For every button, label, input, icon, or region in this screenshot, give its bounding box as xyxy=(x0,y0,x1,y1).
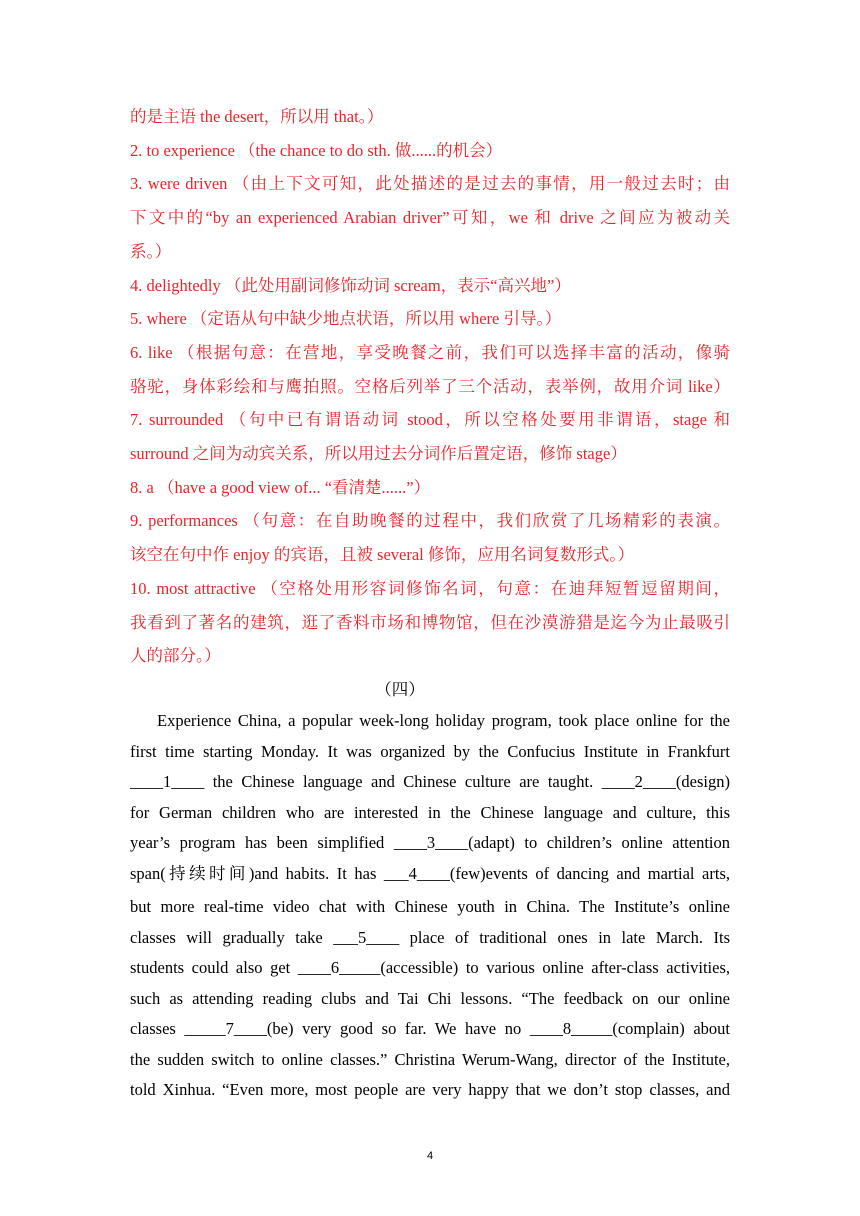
answer-line: 的是主语 the desert，所以用 that。） xyxy=(130,107,384,126)
passage-line: span(持续时间)and habits. It has ___4____(few)events of dancing and martial arts, xyxy=(130,863,730,883)
answer-line: 10. most attractive （空格处用形容词修饰名词，句意：在迪拜短暂逗留期间， xyxy=(130,578,730,598)
answer-line: 我看到了著名的建筑，逛了香料市场和博物馆，但在沙漠游猎是迄今为止最吸引 xyxy=(130,612,730,632)
answer-line: 7. surrounded （句中已有谓语动词 stood，所以空格处要用非谓语，stage 和 xyxy=(130,410,730,430)
answer-line: 2. to experience （the chance to do sth. 做......的机会） xyxy=(130,140,503,160)
answer-line: 该空在句中作 enjoy 的宾语，且被 several 修饰，应用名词复数形式。） xyxy=(130,545,635,565)
answer-line: 人的部分。） xyxy=(130,646,221,666)
page-number: 4 xyxy=(426,1150,434,1162)
passage-line: classes will gradually take ___5____ place of traditional ones in late March. Its xyxy=(130,927,730,947)
passage-line: but more real-time video chat with Chinese youth in China. The Institute’s online xyxy=(130,897,730,916)
answer-line: 8. a （have a good view of... “看清楚......”） xyxy=(130,477,431,497)
passage-line: year’s program has been simplified ____3____(adapt) to children’s online attention xyxy=(130,833,730,852)
answer-line: 4. delightedly （此处用副词修饰动词 scream，表示“高兴地”） xyxy=(130,275,571,295)
answer-line: 下文中的“by an experienced Arabian driver”可知，we 和 drive 之间应为被动关 xyxy=(130,208,730,228)
answer-line: 3. were driven （由上下文可知，此处描述的是过去的事情，用一般过去时；由 xyxy=(130,174,730,194)
passage-line: the sudden switch to online classes.” Christina Werum-Wang, director of the Institute, xyxy=(130,1049,730,1069)
passage-line: first time starting Monday. It was organized by the Confucius Institute in Frankfurt xyxy=(130,741,730,761)
passage-line: Experience China, a popular week-long holiday program, took place online for the xyxy=(157,711,730,730)
answer-line: surround 之间为动宾关系，所以用过去分词作后置定语，修饰 stage） xyxy=(130,444,627,464)
passage-line: for German children who are interested in the Chinese language and culture, this xyxy=(130,802,730,822)
section-title: （四） xyxy=(375,680,425,699)
passage-line: told Xinhua. “Even more, most people are very happy that we don’t stop classes, and xyxy=(130,1080,730,1099)
passage-line: students could also get ____6_____(accessible) to various online after-class activities, xyxy=(130,958,730,977)
answer-line: 5. where （定语从句中缺少地点状语，所以用 where 引导。） xyxy=(130,309,562,329)
passage-line: such as attending reading clubs and Tai Chi lessons. “The feedback on our online xyxy=(130,988,730,1008)
answer-line: 6. like （根据句意：在营地，享受晚餐之前，我们可以选择丰富的活动，像骑 xyxy=(130,342,730,362)
cloze-passage xyxy=(130,706,730,1106)
passage-line: ____1____ the Chinese language and Chinese culture are taught. ____2____(design) xyxy=(130,772,730,791)
answer-line: 系。） xyxy=(130,241,172,261)
answer-key xyxy=(130,100,730,673)
passage-line: classes _____7____(be) very good so far. We have no ____8_____(complain) about xyxy=(130,1019,730,1038)
answer-line: 骆驼，身体彩绘和与鹰拍照。空格后列举了三个活动，表举例，故用介词 like） xyxy=(130,376,730,396)
answer-line: 9. performances （句意：在自助晚餐的过程中，我们欣赏了几场精彩的表演。 xyxy=(130,511,730,531)
